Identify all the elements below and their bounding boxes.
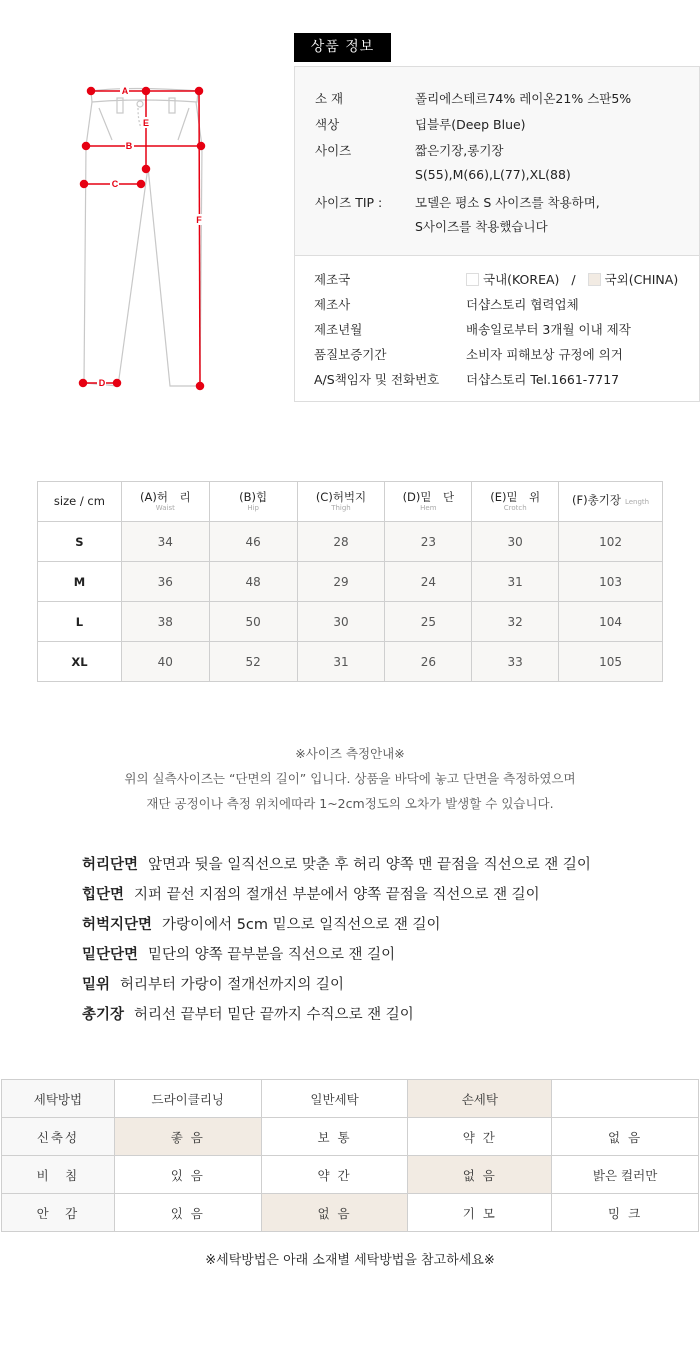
measure-notice-title: ※사이즈 측정안내※ <box>295 746 405 761</box>
china-label: 국외(CHINA) <box>604 272 679 287</box>
wash-row-sheer <box>2 1156 699 1194</box>
wash-row-lining <box>2 1194 699 1232</box>
table-row <box>38 602 663 642</box>
info-key: 사이즈 TIP : <box>315 195 383 210</box>
cell: 46 <box>209 522 297 562</box>
cell-selected: 없 음 <box>261 1194 408 1232</box>
cell: 30 <box>297 602 385 642</box>
corner-header: size / cm <box>38 482 122 522</box>
product-info-title: 상품 정보 <box>294 33 391 62</box>
pants-measurement-diagram <box>60 70 240 400</box>
cell: 105 <box>559 642 663 682</box>
size-label: S <box>38 522 122 562</box>
table-row <box>38 522 663 562</box>
definition-hem: 밑단단면 밑단의 양쪽 끝부분을 직선으로 잰 길이 <box>82 947 396 963</box>
info-key: 품질보증기간 <box>314 347 387 362</box>
info-key: 색상 <box>315 117 340 132</box>
row-label: 세탁방법 <box>2 1080 115 1118</box>
cell-selected: 좋 음 <box>114 1118 261 1156</box>
svg-text:C: C <box>111 179 119 189</box>
info-value: 딥블루(Deep Blue) <box>415 117 526 132</box>
measure-notice-line2: 재단 공정이나 측정 위치에따라 1~2cm정도의 오차가 발생할 수 있습니다. <box>146 796 554 811</box>
cell: 없 음 <box>552 1118 699 1156</box>
cell: 32 <box>472 602 559 642</box>
cell: 보 통 <box>261 1118 408 1156</box>
cell: 50 <box>209 602 297 642</box>
header-crotch: (E)밑 위 Crotch <box>472 482 559 522</box>
info-key: 사이즈 <box>315 143 352 158</box>
info-key: A/S책임자 및 전화번호 <box>314 372 440 387</box>
svg-text:E: E <box>142 118 150 128</box>
info-value: 짧은기장,롱기장 <box>415 143 504 158</box>
cell: 29 <box>297 562 385 602</box>
info-value: 소비자 피해보상 규정에 의거 <box>466 347 623 362</box>
size-table <box>37 481 663 682</box>
cell: 103 <box>559 562 663 602</box>
cell: 38 <box>121 602 209 642</box>
country-options <box>466 270 678 288</box>
info-value: 배송일로부터 3개월 이내 제작 <box>466 322 631 337</box>
definition-hip: 힙단면 지퍼 끝선 지점의 절개선 부분에서 양쪽 끝점을 직선으로 잰 길이 <box>82 887 540 903</box>
svg-text:B: B <box>125 141 133 151</box>
cell-selected: 손세탁 <box>408 1080 552 1118</box>
measurement-definitions <box>82 853 591 1033</box>
cell: 31 <box>472 562 559 602</box>
info-value: S사이즈를 착용했습니다 <box>415 219 548 234</box>
measure-notice-line1: 위의 실측사이즈는 “단면의 길이” 입니다. 상품을 바닥에 놓고 단면을 측정하였으며 <box>124 771 576 786</box>
row-label: 비 침 <box>2 1156 115 1194</box>
cell: 34 <box>121 522 209 562</box>
cell: 40 <box>121 642 209 682</box>
cell: 있 음 <box>114 1194 261 1232</box>
info-key: 제조년월 <box>314 322 363 337</box>
cell: 밝은 컬러만 <box>552 1156 699 1194</box>
row-label: 신축성 <box>2 1118 115 1156</box>
manufacture-info-box <box>294 256 700 402</box>
cell: 33 <box>472 642 559 682</box>
info-value: 더샵스토리 협력업체 <box>466 297 579 312</box>
size-label: M <box>38 562 122 602</box>
wash-footer-note: ※세탁방법은 아래 소재별 세탁방법을 참고하세요※ <box>205 1253 495 1268</box>
definition-crotch: 밑위 허리부터 가랑이 절개선까지의 길이 <box>82 977 344 993</box>
svg-text:F: F <box>196 215 202 225</box>
cell <box>552 1080 699 1118</box>
info-value: 더샵스토리 Tel.1661-7717 <box>466 372 620 387</box>
cell: 약 간 <box>261 1156 408 1194</box>
table-row <box>38 642 663 682</box>
info-key: 제조국 <box>314 272 351 287</box>
size-label: L <box>38 602 122 642</box>
info-key: 제조사 <box>314 297 351 312</box>
separator: / <box>571 272 576 287</box>
cell: 25 <box>385 602 472 642</box>
header-length: (F)총기장 Length <box>559 482 663 522</box>
cell-selected: 없 음 <box>408 1156 552 1194</box>
korea-label: 국내(KOREA) <box>483 272 560 287</box>
wash-row-method <box>2 1080 699 1118</box>
cell: 102 <box>559 522 663 562</box>
header-thigh: (C)허벅지 Thigh <box>297 482 385 522</box>
info-key: 소 재 <box>315 91 344 106</box>
cell: 드라이클리닝 <box>114 1080 261 1118</box>
cell: 일반세탁 <box>261 1080 408 1118</box>
row-label: 안 감 <box>2 1194 115 1232</box>
header-waist: (A)허 리 Waist <box>121 482 209 522</box>
size-label: XL <box>38 642 122 682</box>
cell: 52 <box>209 642 297 682</box>
info-value: S(55),M(66),L(77),XL(88) <box>415 167 571 182</box>
header-hem: (D)밑 단 Hem <box>385 482 472 522</box>
china-swatch <box>588 273 601 286</box>
cell: 31 <box>297 642 385 682</box>
table-row <box>38 562 663 602</box>
cell: 36 <box>121 562 209 602</box>
cell: 48 <box>209 562 297 602</box>
info-value: 폴리에스테르74% 레이온21% 스판5% <box>415 91 632 106</box>
wash-row-stretch <box>2 1118 699 1156</box>
size-table-header <box>38 482 663 522</box>
info-value: 모델은 평소 S 사이즈를 착용하며, <box>415 195 600 210</box>
cell: 약 간 <box>408 1118 552 1156</box>
cell: 밍 크 <box>552 1194 699 1232</box>
cell: 30 <box>472 522 559 562</box>
cell: 24 <box>385 562 472 602</box>
cell: 있 음 <box>114 1156 261 1194</box>
cell: 기 모 <box>408 1194 552 1232</box>
definition-length: 총기장 허리선 끝부터 밑단 끝까지 수직으로 잰 길이 <box>82 1007 414 1023</box>
cell: 26 <box>385 642 472 682</box>
definition-waist: 허리단면 앞면과 뒷을 일직선으로 맞춘 후 허리 양쪽 맨 끝점을 직선으로 잰 길이 <box>82 857 591 873</box>
svg-text:D: D <box>98 378 106 388</box>
cell: 104 <box>559 602 663 642</box>
cell: 28 <box>297 522 385 562</box>
definition-thigh: 허벅지단면 가랑이에서 5cm 밑으로 일직선으로 잰 길이 <box>82 917 441 933</box>
korea-swatch <box>466 273 479 286</box>
header-hip: (B)힙 Hip <box>209 482 297 522</box>
cell: 23 <box>385 522 472 562</box>
product-info-box <box>294 66 700 256</box>
svg-text:A: A <box>121 86 129 96</box>
wash-table <box>1 1079 699 1232</box>
